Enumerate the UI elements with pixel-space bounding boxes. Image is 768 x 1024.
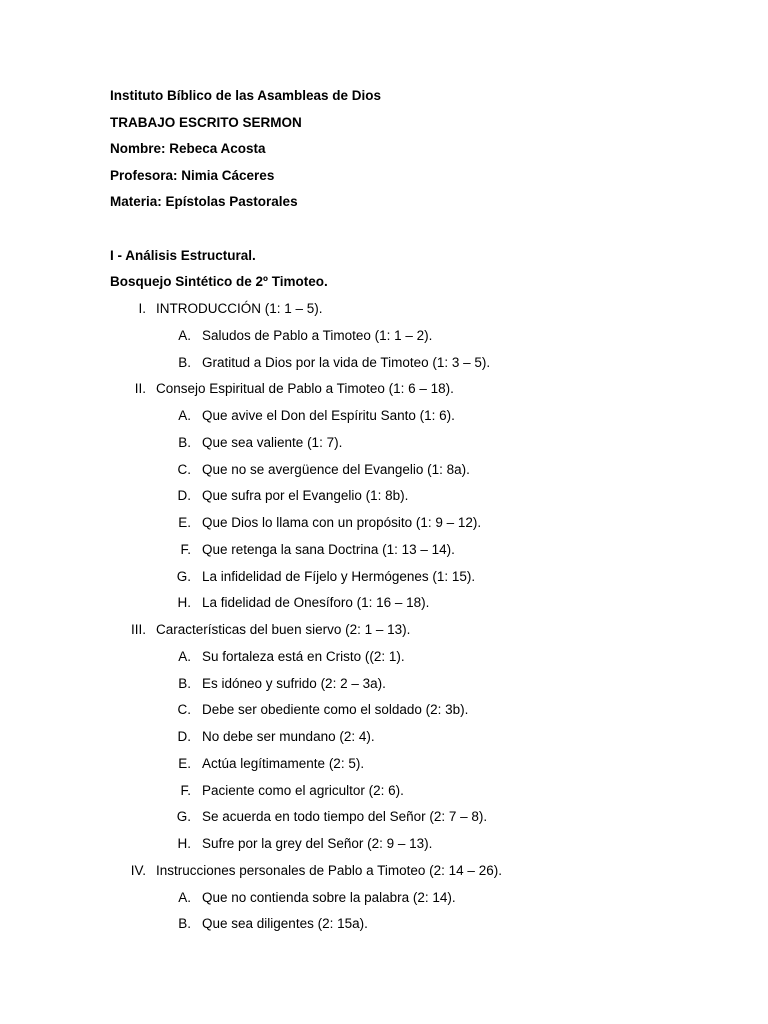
outline-item-text: Saludos de Pablo a Timoteo (1: 1 – 2).	[202, 328, 433, 343]
institute-name: Instituto Bíblico de las Asambleas de Dios	[110, 88, 382, 103]
outline-item-letter: D.	[177, 488, 191, 503]
outline-item-text: Que sea valiente (1: 7).	[202, 435, 343, 450]
outline-item-letter: C.	[177, 462, 191, 477]
outline-item-text: Que sea diligentes (2: 15a).	[202, 916, 368, 931]
outline-roman-numeral: II.	[134, 381, 146, 396]
outline-item-letter: B.	[178, 916, 191, 931]
outline-item-text: Que sufra por el Evangelio (1: 8b).	[202, 488, 409, 503]
outline-item-letter: G.	[176, 809, 191, 824]
outline-item-letter: B.	[178, 435, 191, 450]
assignment-title: TRABAJO ESCRITO SERMON	[110, 115, 302, 130]
outline-item-letter: A.	[178, 649, 191, 664]
outline-item-letter: G.	[176, 569, 191, 584]
outline-section-heading: Instrucciones personales de Pablo a Timoteo (2: 14 – 26).	[156, 863, 502, 878]
outline-item-text: Debe ser obediente como el soldado (2: 3b).	[202, 702, 469, 717]
outline-item-letter: D.	[177, 729, 191, 744]
outline-item-text: Que avive el Don del Espíritu Santo (1: 6).	[202, 408, 455, 423]
outline-item-text: La fidelidad de Onesíforo (1: 16 – 18).	[202, 595, 430, 610]
outline-item-letter: B.	[178, 355, 191, 370]
outline-item-text: Su fortaleza está en Cristo ((2: 1).	[202, 649, 405, 664]
outline-item-text: La infidelidad de Fíjelo y Hermógenes (1: 15).	[202, 569, 476, 584]
student-name: Nombre: Rebeca Acosta	[110, 141, 266, 156]
outline-section-heading: Consejo Espiritual de Pablo a Timoteo (1: 6 – 18).	[156, 381, 454, 396]
outline-item-letter: A.	[178, 408, 191, 423]
outline-item-text: Es idóneo y sufrido (2: 2 – 3a).	[202, 676, 386, 691]
outline-item-text: Que no se avergüence del Evangelio (1: 8a).	[202, 462, 470, 477]
outline-item-letter: B.	[178, 676, 191, 691]
outline-item-letter: H.	[177, 595, 191, 610]
outline-roman-numeral: I.	[138, 301, 146, 316]
subject-name: Materia: Epístolas Pastorales	[110, 194, 298, 209]
outline-item-text: Que retenga la sana Doctrina (1: 13 – 14).	[202, 542, 455, 557]
outline-item-text: Sufre por la grey del Señor (2: 9 – 13).	[202, 836, 433, 851]
outline-item-text: Gratitud a Dios por la vida de Timoteo (1: 3 – 5).	[202, 355, 491, 370]
outline-roman-numeral: IV.	[130, 863, 146, 878]
outline-item-text: Paciente como el agricultor (2: 6).	[202, 783, 404, 798]
outline-item-text: Actúa legítimamente (2: 5).	[202, 756, 365, 771]
outline-section-heading: Características del buen siervo (2: 1 – 13).	[156, 622, 411, 637]
outline-item-letter: E.	[178, 756, 191, 771]
teacher-name: Profesora: Nimia Cáceres	[110, 168, 275, 183]
outline-item-text: Se acuerda en todo tiempo del Señor (2: 7 – 8).	[202, 809, 488, 824]
section-title: I - Análisis Estructural.	[110, 248, 256, 263]
outline-item-letter: A.	[178, 890, 191, 905]
outline-item-text: Que no contienda sobre la palabra (2: 14).	[202, 890, 456, 905]
outline-section-heading: INTRODUCCIÓN (1: 1 – 5).	[156, 301, 323, 316]
outline-item-letter: C.	[177, 702, 191, 717]
section-subtitle: Bosquejo Sintético de 2º Timoteo.	[110, 274, 328, 289]
outline-item-letter: F.	[180, 542, 191, 557]
outline-item-text: Que Dios lo llama con un propósito (1: 9 – 12).	[202, 515, 482, 530]
outline-item-text: No debe ser mundano (2: 4).	[202, 729, 375, 744]
outline-item-letter: A.	[178, 328, 191, 343]
outline-item-letter: H.	[177, 836, 191, 851]
outline-item-letter: F.	[180, 783, 191, 798]
outline-roman-numeral: III.	[130, 622, 146, 637]
outline-item-letter: E.	[178, 515, 191, 530]
